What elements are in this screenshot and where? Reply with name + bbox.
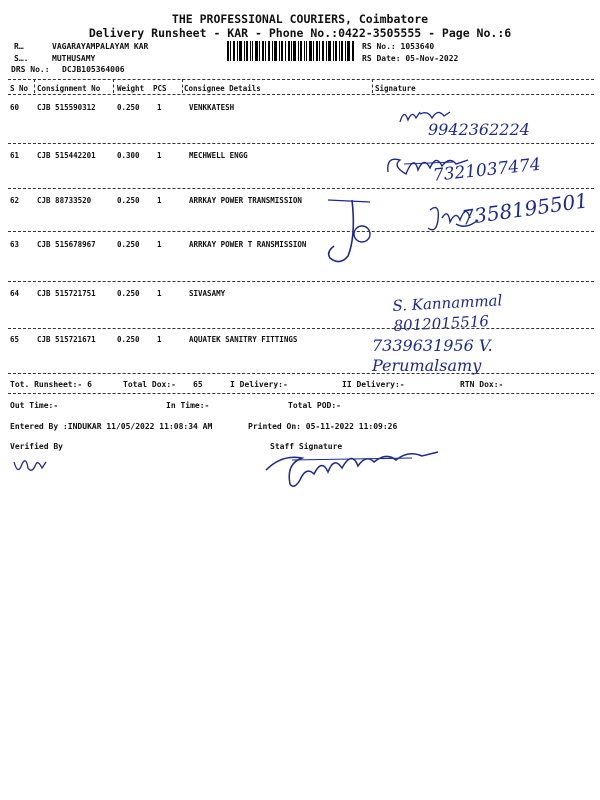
- row-consignee: ARRKAY POWER T RANSMISSION: [189, 240, 307, 249]
- rs-number: RS No.: 1053640: [362, 42, 435, 51]
- row-separator: [8, 328, 594, 329]
- row-consignment: CJB 515590312: [37, 103, 96, 112]
- header-top-rule: [8, 79, 594, 80]
- row-pcs: 1: [157, 196, 162, 205]
- row-separator: [8, 231, 594, 232]
- row-signature-number: 9942362224: [428, 120, 530, 139]
- runsheet-subtitle: Delivery Runsheet - KAR - Phone No.:0422-3505555 - Page No.:6: [88, 26, 512, 40]
- total-runsheet: Tot. Runsheet:- 6: [10, 380, 92, 389]
- col-header-sno: S No: [10, 84, 29, 93]
- row-consignee: AQUATEK SANITRY FITTINGS: [189, 335, 298, 344]
- staff-value: MUTHUSAMY: [52, 54, 96, 63]
- col-header-weight: Weight: [117, 84, 145, 93]
- row-sno: 62: [10, 196, 20, 205]
- row-consignment: CJB 515721751: [37, 289, 96, 298]
- handwritten-signature: [384, 150, 474, 180]
- totals-rule: [8, 393, 594, 394]
- rs-date: RS Date: 05-Nov-2022: [362, 54, 459, 63]
- barcode-image: [227, 41, 355, 61]
- row-consignment: CJB 88733520: [37, 196, 92, 205]
- row-weight: 0.250: [117, 240, 140, 249]
- i-delivery: I Delivery:-: [230, 380, 288, 389]
- row-signature-name: S. Kannammal 8012015516: [392, 291, 503, 335]
- route-value: VAGARAYAMPALAYAM KAR: [52, 42, 149, 51]
- row-signature-number: 7358195501: [460, 188, 590, 230]
- total-dox-value: 65: [193, 380, 203, 389]
- row-weight: 0.300: [117, 151, 140, 160]
- row-weight: 0.250: [117, 103, 140, 112]
- row-sno: 61: [10, 151, 20, 160]
- row-pcs: 1: [157, 240, 162, 249]
- col-divider: [113, 79, 114, 93]
- col-divider: [372, 79, 373, 93]
- col-header-consignment: Consignment No: [37, 84, 101, 93]
- row-separator: [8, 188, 594, 189]
- row-signature-number: 7321037474: [432, 154, 542, 186]
- verified-by-label: Verified By: [10, 442, 63, 451]
- row-pcs: 1: [157, 103, 162, 112]
- row-consignment: CJB 515442201: [37, 151, 96, 160]
- handwritten-signature: [398, 104, 478, 126]
- in-time: In Time:-: [166, 401, 210, 410]
- row-consignee: MECHWELL ENGG: [189, 151, 248, 160]
- row-pcs: 1: [157, 335, 162, 344]
- row-sno: 64: [10, 289, 20, 298]
- row-weight: 0.250: [117, 196, 140, 205]
- row-consignee: VENKKATESH: [189, 103, 235, 112]
- row-consignee: SIVASAMY: [189, 289, 226, 298]
- header-bottom-rule: [8, 94, 594, 95]
- row-pcs: 1: [157, 289, 162, 298]
- row-sno: 63: [10, 240, 20, 249]
- out-time: Out Time:-: [10, 401, 59, 410]
- row-separator: [8, 143, 594, 144]
- handwritten-mark: [322, 196, 374, 268]
- row-consignment: CJB 515678967: [37, 240, 96, 249]
- row-signature-number: 7339631956 V. Perumalsamy: [372, 336, 493, 375]
- runsheet-title: THE PROFESSIONAL COURIERS, Coimbatore: [171, 12, 429, 26]
- verifier-signature: [12, 454, 52, 480]
- staff-label: S….: [14, 54, 29, 63]
- staff-signature: [262, 444, 442, 494]
- col-header-consignee: Consignee Details: [184, 84, 261, 93]
- row-weight: 0.250: [117, 289, 140, 298]
- ii-delivery: II Delivery:-: [342, 380, 405, 389]
- table-bottom-rule: [8, 373, 594, 374]
- row-consignee: ARRKAY POWER TRANSMISSION: [189, 196, 302, 205]
- total-pod: Total POD:-: [288, 401, 341, 410]
- total-dox-label: Total Dox:-: [123, 380, 176, 389]
- col-header-pcs: PCS: [153, 84, 167, 93]
- entered-by: Entered By :INDUKAR 11/05/2022 11:08:34 AM: [10, 422, 213, 431]
- drs-label: DRS No.:: [11, 65, 50, 74]
- col-divider: [182, 79, 183, 93]
- row-pcs: 1: [157, 151, 162, 160]
- staff-signature-label: Staff Signature: [270, 442, 343, 451]
- col-divider: [34, 79, 35, 93]
- route-label: R…: [14, 42, 24, 51]
- row-separator: [8, 281, 594, 282]
- drs-value: DCJB105364006: [62, 65, 125, 74]
- col-header-signature: Signature: [375, 84, 416, 93]
- row-consignment: CJB 515721671: [37, 335, 96, 344]
- row-weight: 0.250: [117, 335, 140, 344]
- handwritten-signature: [426, 200, 486, 240]
- row-sno: 60: [10, 103, 20, 112]
- row-sno: 65: [10, 335, 20, 344]
- printed-on: Printed On: 05-11-2022 11:09:26: [248, 422, 398, 431]
- rtn-dox: RTN Dox:-: [460, 380, 504, 389]
